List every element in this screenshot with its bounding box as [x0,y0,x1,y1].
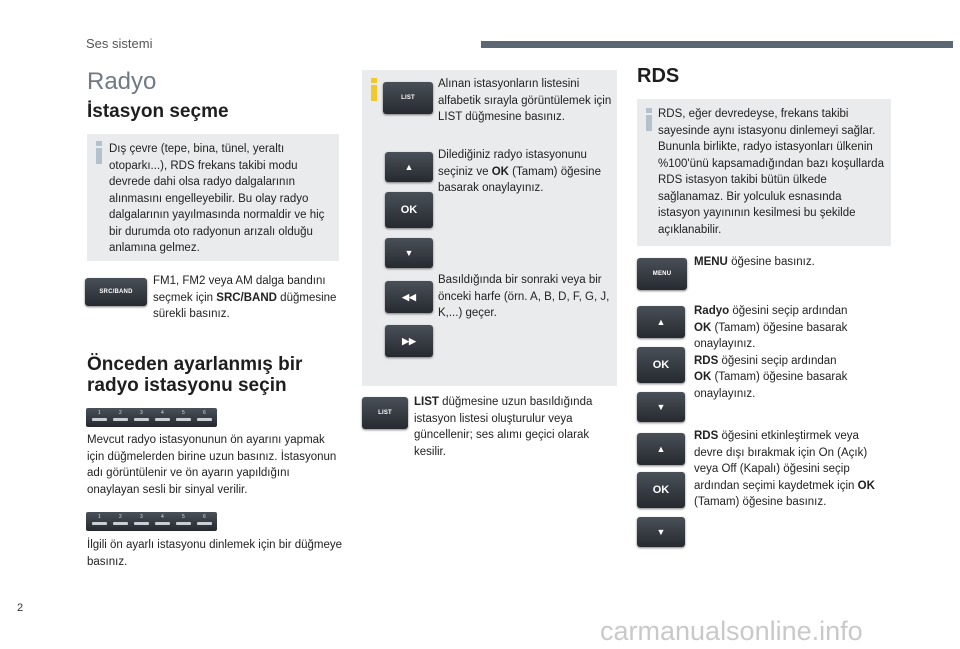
preset-button-6[interactable] [197,418,212,421]
preset-buttons-strip[interactable] [86,408,217,427]
preset-button-4[interactable] [155,418,170,421]
section-label: Ses sistemi [86,36,153,51]
ok-button-rds[interactable] [637,347,685,383]
down-button[interactable] [385,238,433,268]
info-note-rds [637,99,891,246]
list-button[interactable] [383,82,433,114]
ok-button-label: OK [400,204,418,216]
preset-button-1[interactable] [92,418,107,421]
menu-button-label: MENU [652,271,672,277]
preset-button-3[interactable] [134,418,149,421]
menu-instruction: MENU öğesine basınız. [694,256,815,268]
up-button-rds[interactable] [637,306,685,338]
prev-letter-button[interactable] [385,281,433,313]
preset-number: 2 [119,514,122,520]
section-title-station-select: İstasyon seçme [87,101,229,122]
page-number: 2 [17,602,24,614]
list-note-text: Alınan istasyonların listesini alfabetik sırayla görüntülemek için LIST düğmesine basınız. [438,78,612,123]
preset-number: 1 [98,514,101,520]
info-icon [371,78,377,101]
section-title-rds: RDS [637,65,680,87]
note-text: Dış çevre (tepe, bina, tünel, yeraltı otoparkı...), RDS frekans takibi modu devrede dahi olsa radyo dalgalarının alınmasını engelleyebilir. Bu olay radyo dalgalarının yayılmasında normaldir ve hiç bir durumda oto radyonun arızalı olduğu anlamına gelmez. [109,143,325,254]
rds-note-text: RDS, eğer devredeyse, frekans takibi sayesinde aynı istasyonu dinlemeyi sağlar. Bununla birlikte, radyo istasyonları ülkenin %100'ünü kapsamadığından bazı koşullarda RDS istasyon takibi bütün ülkede sağlanamaz. Bir yolculuk esnasında istasyon yayınının kesilmesi bu şekilde açıklanabilir. [658,108,884,236]
src-band-button[interactable] [85,278,147,306]
rewind-icon: ◀◀ [402,291,416,302]
preset-number: 3 [140,514,143,520]
preset-button-1[interactable] [92,522,107,525]
preset-number: 1 [98,410,101,416]
preset-button-2[interactable] [113,522,128,525]
list-button-label: LIST [401,95,415,101]
preset-number: 4 [161,514,164,520]
preset-button-5[interactable] [176,522,191,525]
ok-button-label: OK [652,484,670,496]
letter-jump-instruction: Basıldığında bir sonraki veya bir önceki harfe (örn. A, B, D, F, G, J, K,...) geçer. [438,274,610,319]
preset-number: 2 [119,410,122,416]
preset-button-5[interactable] [176,418,191,421]
select-station-instruction: Dilediğiniz radyo istasyonunu seçiniz ve OK (Tamam) öğesine basarak onaylayınız. [438,149,601,194]
down-arrow-icon: ▼ [404,248,414,258]
preset-number: 6 [203,514,206,520]
radio-rds-select-instruction: Radyo öğesini seçip ardından OK (Tamam) öğesine basarak onaylayınız. RDS öğesini seçip ardından OK (Tamam) öğesine basarak onaylayınız. [694,305,848,400]
down-button-rds[interactable] [637,392,685,422]
preset-buttons-strip-2[interactable] [86,512,217,531]
up-arrow-icon: ▲ [404,162,414,172]
src-band-instruction: FM1, FM2 veya AM dalga bandını seçmek için SRC/BAND düğmesine sürekli basınız. [153,275,337,320]
up-button-rds-toggle[interactable] [637,433,685,465]
section-title-presets: Önceden ayarlanmış bir radyo istasyonu seçin [87,354,303,396]
up-arrow-icon: ▲ [656,444,666,454]
preset-recall-instruction: İlgili ön ayarlı istasyonu dinlemek için bir düğmeye basınız. [87,539,343,568]
info-note-reception [87,134,339,261]
preset-button-4[interactable] [155,522,170,525]
watermark: carmanualsonline.info [600,616,863,646]
preset-button-2[interactable] [113,418,128,421]
preset-number: 3 [140,410,143,416]
next-letter-button[interactable] [385,325,433,357]
up-button[interactable] [385,152,433,182]
down-button-rds-toggle[interactable] [637,517,685,547]
ok-button-rds-toggle[interactable] [637,472,685,508]
preset-number: 6 [203,410,206,416]
up-arrow-icon: ▲ [656,317,666,327]
fast-forward-icon: ▶▶ [402,335,416,346]
preset-button-6[interactable] [197,522,212,525]
preset-button-3[interactable] [134,522,149,525]
preset-number: 4 [161,410,164,416]
list-button-long-press[interactable] [362,397,408,429]
ok-button-label: OK [652,359,670,371]
ok-button[interactable] [385,192,433,228]
src-band-button-label: SRC/BAND [99,289,133,295]
down-arrow-icon: ▼ [656,527,666,537]
list-long-press-instruction: LIST düğmesine uzun basıldığında istasyon listesi oluşturulur veya güncellenir; ses alımı geçici olarak kesilir. [414,396,593,458]
menu-button[interactable] [637,258,687,290]
preset-store-instruction: Mevcut radyo istasyonunun ön ayarını yapmak için düğmelerden birine uzun basınız. İstasyonun adı görüntülenir ve ön ayarın yapıldığını onaylayan sesli bir sinyal verilir. [87,434,337,496]
page-title: Radyo [87,68,157,95]
header-bar [481,41,953,48]
preset-number: 5 [182,410,185,416]
info-icon [96,141,102,164]
rds-toggle-instruction: RDS öğesini etkinleştirmek veya devre dışı bırakmak için On (Açık) veya Off (Kapalı) öğesini seçip ardından seçimi kaydetmek için OK (Tamam) öğesine basınız. [694,430,875,508]
preset-number: 5 [182,514,185,520]
list-button-label: LIST [378,410,392,416]
down-arrow-icon: ▼ [656,402,666,412]
info-icon [646,108,652,131]
